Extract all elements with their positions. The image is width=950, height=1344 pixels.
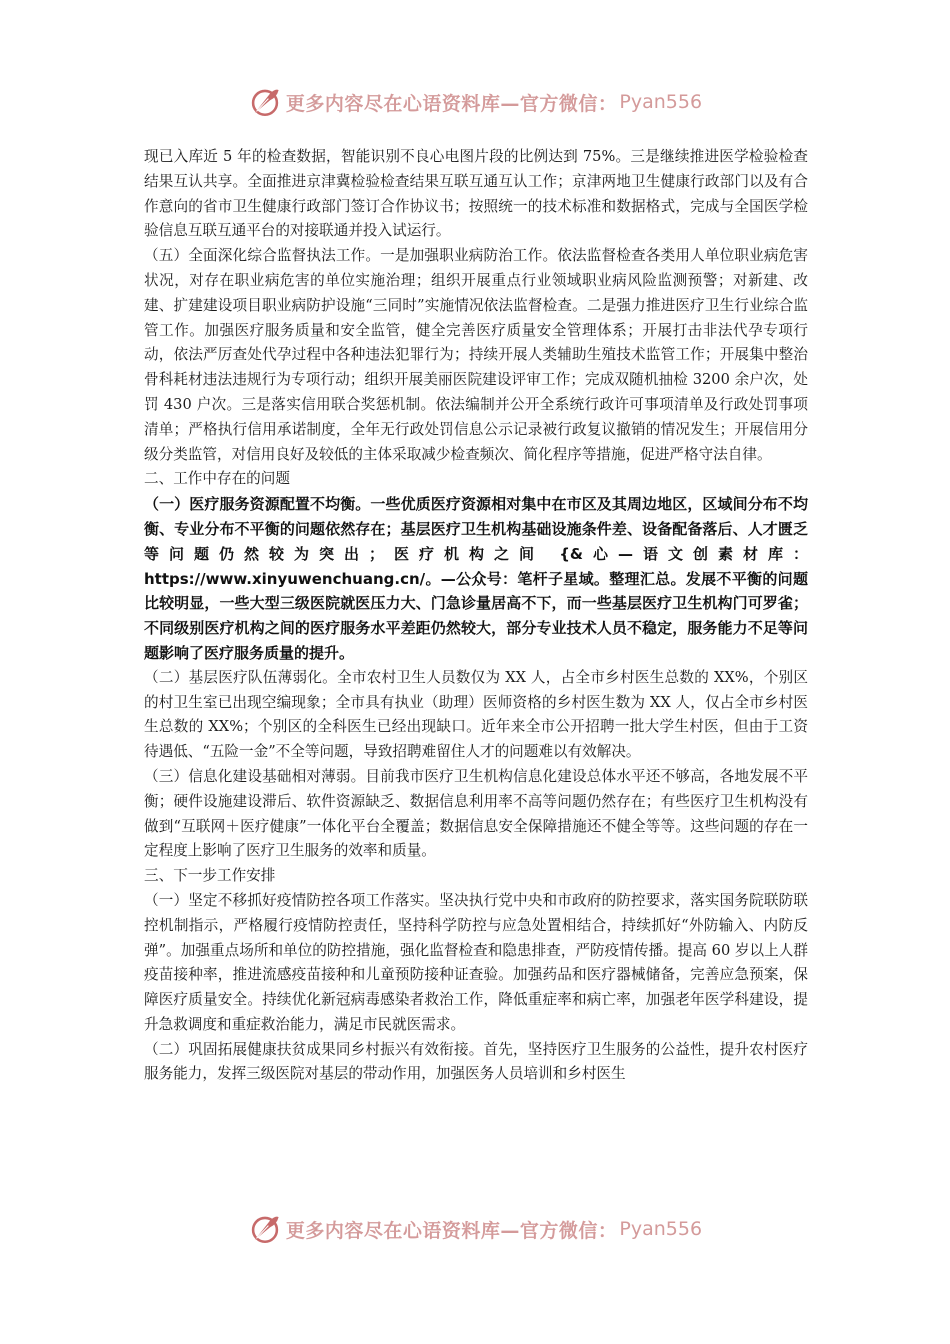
footer-banner [0,1207,950,1251]
paragraph: （二）基层医疗队伍薄弱化。全市农村卫生人员数仅为 XX 人，占全市乡村医生总数的 XX%，个别区的村卫生室已出现空编现象；全市具有执业（助理）医师资格的乡村医生数为 XX 人，仅占全市乡村医生总数的 XX%；个别区的全科医生已经出现缺口。近年来全市公开招聘一批大学生村医，但由于工资待遇低、“五险一金”不全等问题，导致招聘难留住人才的问题难以有效解决。 [144,668,808,761]
section-heading: 三、下一步工作安排 [144,867,276,885]
bold-paragraph: （一）医疗服务资源配置不均衡。一些优质医疗资源相对集中在市区及其周边地区，区域间分布不均衡、专业分布不平衡的问题依然存在；基层医疗卫生机构基础设施条件差、设备配备落后、人才匮乏等问题仍然较为突出；医疗机构之间 {&心—语文创素材库：https://www.xinyuwenchuang.cn/。—公众号：笔杆子星域。整理汇总。发展不平衡的问题比较明显，一些大型三级医院就医压力大、门急诊量居高不下，而一些基层医疗卫生机构门可罗雀；不同级别医疗机构之间的医疗服务水平差距仍然较大，部分专业技术人员不稳定，服务能力不足等问题影响了医疗服务质量的提升。 [144,495,808,662]
paragraph: （二）巩固拓展健康扶贫成果同乡村振兴有效衔接。首先，坚持医疗卫生服务的公益性，提升农村医疗服务能力，发挥三级医院对基层的带动作用，加强医务人员培训和乡村医生 [144,1040,808,1083]
paragraph: （五）全面深化综合监督执法工作。一是加强职业病防治工作。依法监督检查各类用人单位职业病危害状况，对存在职业病危害的单位实施治理；组织开展重点行业领域职业病风险监测预警；对新建、改建、扩建建设项目职业病防护设施“三同时”实施情况依法监督检查。二是强力推进医疗卫生行业综合监管工作。加强医疗服务质量和安全监管，健全完善医疗质量安全管理体系；开展打击非法代孕专项行动，依法严厉查处代孕过程中各种违法犯罪行为；持续开展人类辅助生殖技术监管工作；开展集中整治骨科耗材违法违规行为专项行动；组织开展美丽医院建设评审工作；完成双随机抽检 3200 余户次，处罚 430 户次。三是落实信用联合奖惩机制。依法编制并公开全系统行政许可事项清单及行政处罚事项清单；严格执行信用承诺制度，全年无行政处罚信息公示记录被行政复议撤销的情况发生；开展信用分级分类监管，对信用良好及较低的主体采取减少检查频次、简化程序等措施，促进严格守法自律。 [144,247,808,463]
paragraph: 现已入库近 5 年的检查数据，智能识别不良心电图片段的比例达到 75%。三是继续推进医学检验检查结果互认共享。全面推进京津冀检验检查结果互联互通互认工作；京津两地卫生健康行政部门以及有合作意向的省市卫生健康行政部门签订合作协议书；按照统一的技术标准和数据格式，完成与全国医学检验信息互联互通平台的对接联通并投入试运行。 [144,148,808,240]
banner-text: 更多内容尽在心语资料库—官方微信： [285,92,618,115]
paragraph: （一）坚定不移抓好疫情防控各项工作落实。坚决执行党中央和市政府的防控要求，落实国务院联防联控机制指示，严格履行疫情防控责任，坚持科学防控与应急处置相结合，持续抓好“外防输入、内防反弹”。加强重点场所和单位的防控措施，强化监督检查和隐患排查，严防疫情传播。提高 60 岁以上人群疫苗接种率，推进流感疫苗接种和儿童预防接种证查验。加强药品和医疗器械储备，完善应急预案，保障医疗质量安全。持续优化新冠病毒感染者救治工作，降低重症率和病亡率，加强老年医学科建设，提升急救调度和重症救治能力，满足市民就医需求。 [144,891,808,1033]
paragraph: （三）信息化建设基础相对薄弱。目前我市医疗卫生机构信息化建设总体水平还不够高，各地发展不平衡；硬件设施建设滞后、软件资源缺乏、数据信息利用率不高等问题仍然存在；有些医疗卫生机构没有做到“互联网＋医疗健康”一体化平台全覆盖；数据信息安全保障措施还不健全等等。这些问题的存在一定程度上影响了医疗卫生服务的效率和质量。 [144,767,808,860]
banner-text: 更多内容尽在心语资料库—官方微信： [285,1219,618,1242]
wechat-handle: Pyan556 [619,1218,703,1240]
header-banner [0,80,950,124]
section-heading: 二、工作中存在的问题 [144,470,290,488]
wechat-handle: Pyan556 [619,91,703,113]
feather-pen-logo-icon [248,85,282,119]
feather-pen-logo-icon [248,1212,282,1246]
document-body [144,145,808,1087]
